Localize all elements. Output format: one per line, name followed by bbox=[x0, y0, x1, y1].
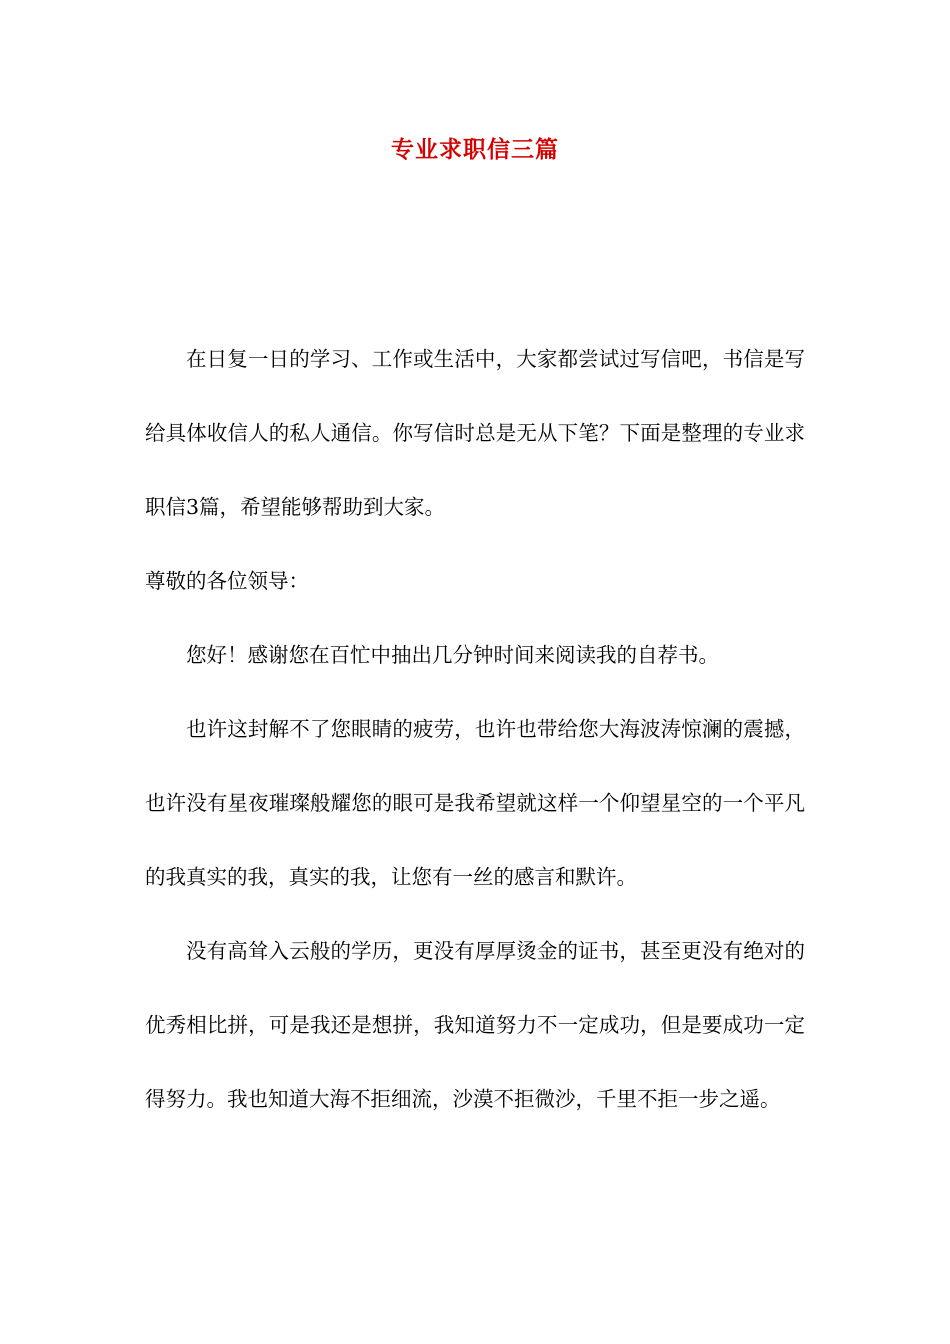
salutation: 尊敬的各位领导： bbox=[145, 569, 309, 593]
greeting-paragraph: 您好！感谢您在百忙中抽出几分钟时间来阅读我的自荐书。 bbox=[186, 643, 719, 667]
body-paragraph-1: 也许这封解不了您眼睛的疲劳，也许也带给您大海波涛惊澜的震撼，也许没有星夜璀璨般耀您的眼可是我希望就这样一个仰望星空的一个平凡的我真实的我，真实的我，让您有一丝的感言和默许。 bbox=[145, 717, 805, 889]
body-paragraph-2: 没有高耸入云般的学历，更没有厚厚烫金的证书，甚至更没有绝对的优秀相比拼，可是我还是想拼，我知道努力不一定成功，但是要成功一定得努力。我也知道大海不拒细流，沙漠不拒微沙，千里不拒一步之遥。 bbox=[145, 939, 805, 1111]
document-title: 专业求职信三篇 bbox=[391, 136, 559, 163]
document-body bbox=[145, 322, 805, 1136]
intro-paragraph: 在日复一日的学习、工作或生活中，大家都尝试过写信吧，书信是写给具体收信人的私人通信。你写信时总是无从下笔？下面是整理的专业求职信3篇，希望能够帮助到大家。 bbox=[145, 347, 805, 519]
